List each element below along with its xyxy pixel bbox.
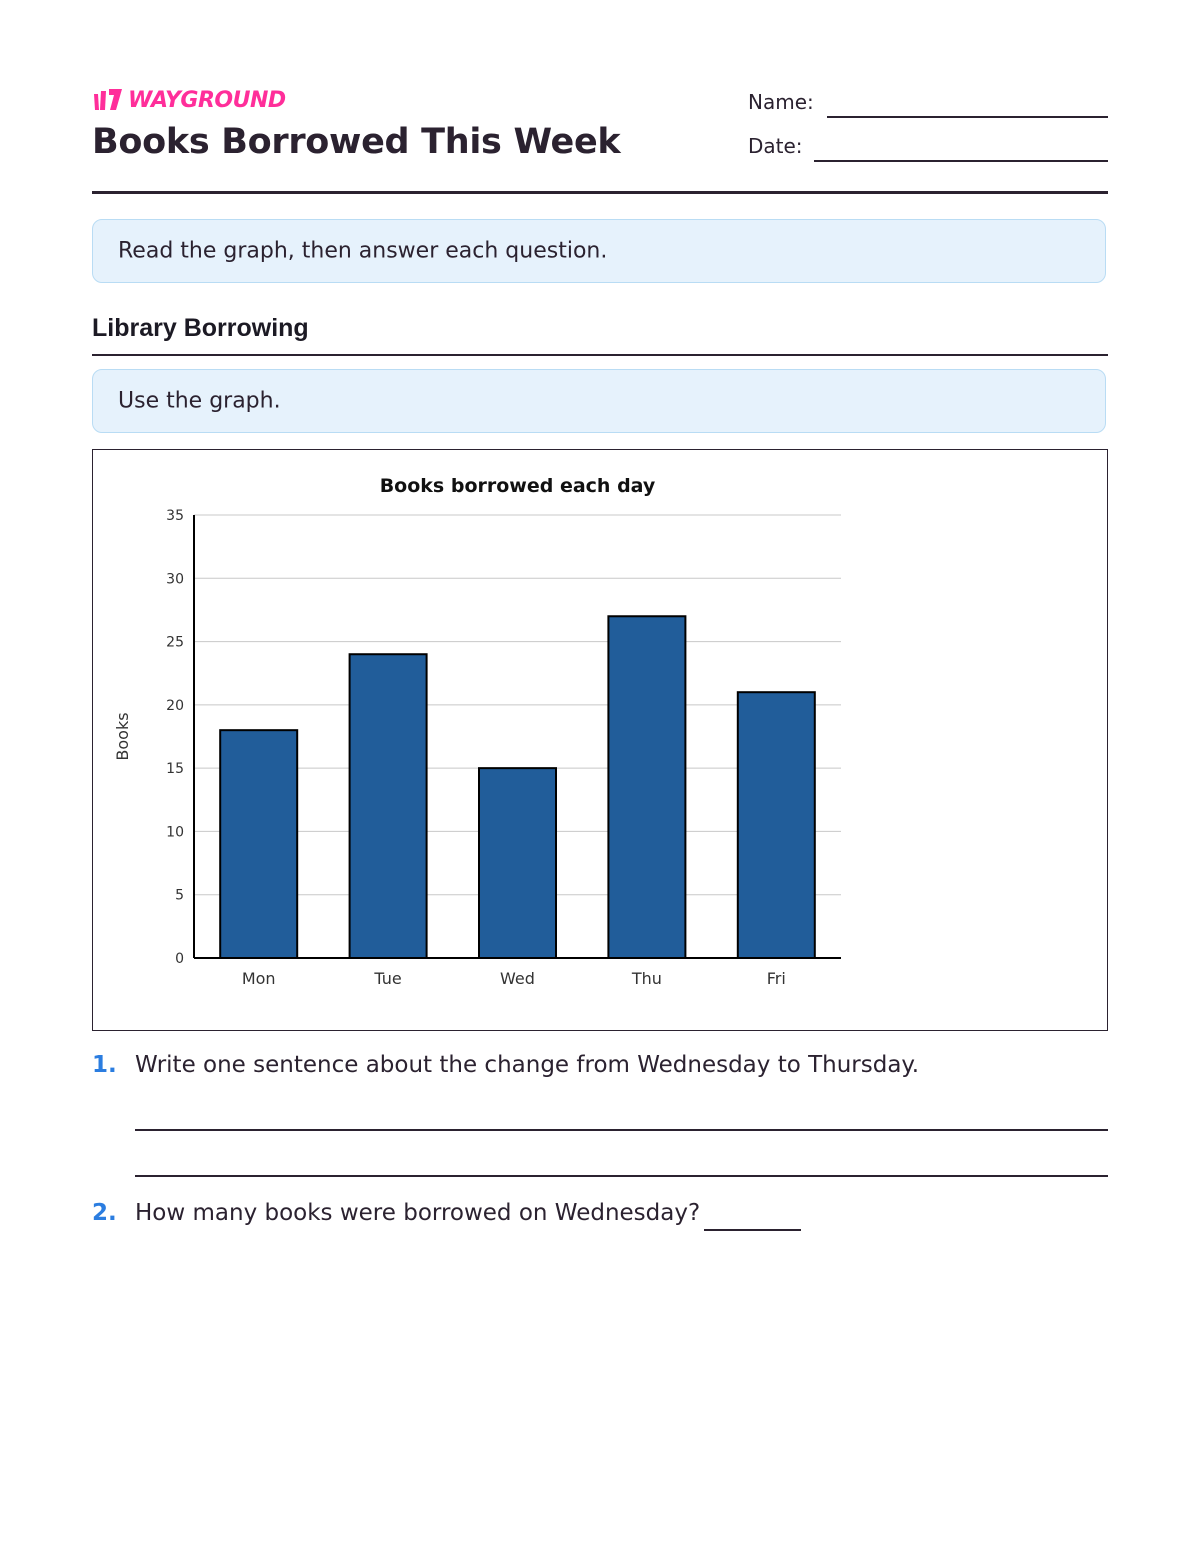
y-tick-label: 15 [166,761,184,778]
x-tick-label: Tue [374,969,402,988]
question-1 [92,1052,1108,1082]
y-tick-label: 0 [175,951,184,967]
wayground-logo-icon [92,88,124,112]
question-text: How many books were borrowed on Wednesday? [135,1200,701,1226]
instructions-box [92,219,1106,283]
name-label: Name: [748,90,814,114]
section-note-box [92,369,1106,433]
bar-chart [93,450,1106,1029]
bar-tue [350,654,427,958]
bar-fri [738,692,815,958]
section-title: Library Borrowing [92,314,309,342]
header-divider [92,191,1108,194]
y-tick-label: 30 [166,571,184,588]
answer-line-1b[interactable] [135,1175,1108,1177]
chart-frame [92,449,1108,1031]
name-field[interactable] [827,116,1108,118]
bar-mon [220,730,297,958]
answer-line-1a[interactable] [135,1129,1108,1131]
chart-title: Books borrowed each day [379,475,656,497]
bar-thu [608,616,685,958]
date-field[interactable] [814,160,1108,162]
y-tick-label: 25 [166,634,184,651]
section-divider [92,354,1108,356]
y-tick-label: 5 [175,887,184,904]
date-label: Date: [748,134,803,158]
x-tick-label: Fri [766,969,786,988]
x-tick-label: Wed [500,969,535,988]
x-tick-label: Thu [631,969,662,988]
question-number: 2. [92,1200,117,1226]
y-tick-label: 10 [166,824,184,841]
answer-blank-2[interactable] [704,1229,801,1231]
question-2 [92,1200,1108,1230]
question-number: 1. [92,1052,117,1078]
brand-name: WAYGROUND [128,87,286,113]
y-tick-label: 20 [166,697,184,714]
brand-logo [92,86,286,114]
y-axis-label: Books [113,712,132,761]
x-tick-label: Mon [241,969,276,988]
bar-wed [479,768,556,958]
y-tick-label: 35 [166,508,184,524]
section-note-text: Use the graph. [118,388,281,414]
instructions-text: Read the graph, then answer each question. [118,238,608,264]
question-text: Write one sentence about the change from Wednesday to Thursday. [135,1052,920,1078]
page-title: Books Borrowed This Week [92,122,621,162]
